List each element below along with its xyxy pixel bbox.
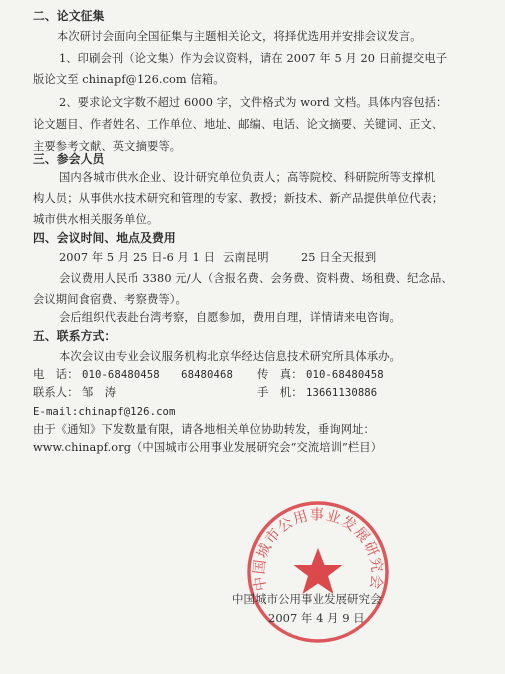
fax-label: 传 真： (257, 368, 303, 381)
section-heading-contact: 五、联系方式： (33, 329, 117, 343)
contact-value: 邹 涛 (82, 386, 117, 399)
email-line: E-mail:chinapf@126.com (33, 406, 176, 418)
tour-line: 会后组织代表赴台湾考察，自愿参加，费用自理，详情请来电咨询。 (59, 311, 401, 324)
paper-item2-line3: 主要参考文献、英文摘要等。 (33, 140, 182, 153)
seal-text: 中国城市公用事业发展研究会 (251, 507, 385, 593)
paper-item2-line2: 论文题目、作者姓名、工作单位、地址、邮编、电话、论文摘要、关键词、正文、 (33, 118, 444, 131)
paper-item1-line1: 1、印刷会刊（论文集）作为会议资料，请在 2007 年 5 月 20 日前提交电子 (59, 52, 448, 65)
signature-date: 2007 年 4 月 9 日 (268, 611, 365, 625)
section-heading-time-place-fee: 四、会议时间、地点及费用 (33, 231, 176, 245)
section-heading-attendees: 三、参会人员 (33, 152, 105, 166)
attendees-line2: 构人员；从事供水技术研究和管理的专家、教授；新技术、新产品提供单位代表； (33, 192, 444, 205)
signature-organization: 中国城市公用事业发展研究会 (232, 592, 382, 606)
meeting-checkin: 25 日全天报到 (301, 251, 377, 264)
fee-line1: 会议费用人民币 3380 元/人（含报名费、会务费、资料费、场租费、纪念品、 (59, 272, 453, 285)
fax-value: 010-68480458 (306, 369, 384, 381)
attendees-line1: 国内各城市供水企业、设计研究单位负责人；高等院校、科研院所等支撑机 (59, 171, 436, 184)
mobile-label: 手 机： (257, 386, 303, 399)
notice-line2: www.chinapf.org（中国城市公用事业发展研究会“交流培训”栏目） (33, 441, 383, 454)
fee-line2: 会议期间食宿费、考察费等）。 (33, 293, 187, 306)
meeting-place: 云南昆明 (223, 251, 269, 264)
organizer-line: 本次会议由专业会议服务机构北京华经达信息技术研究所具体承办。 (59, 350, 401, 363)
paper-item1-line2: 版论文至 chinapf@126.com 信箱。 (33, 73, 225, 86)
paper-intro-line: 本次研讨会面向全国征集与主题相关论文，将择优选用并安排会议发言。 (57, 30, 422, 43)
contact-label: 联系人： (33, 386, 79, 399)
tel-label: 电 话： (33, 368, 79, 381)
seal-star-icon (294, 548, 343, 594)
paper-item2-line1: 2、要求论文字数不超过 6000 字，文件格式为 word 文档。具体内容包括： (59, 96, 448, 109)
notice-line1: 由于《通知》下发数量有限，请各地相关单位协助转发，垂询网址： (33, 423, 375, 436)
mobile-value: 13661130886 (306, 387, 378, 399)
attendees-line3: 城市供水相关服务单位。 (33, 213, 159, 226)
meeting-time: 2007 年 5 月 25 日-6 月 1 日 (59, 251, 216, 264)
tel-value: 010-68480458 68480468 (82, 369, 233, 381)
section-heading-paper-collection: 二、论文征集 (33, 9, 105, 23)
